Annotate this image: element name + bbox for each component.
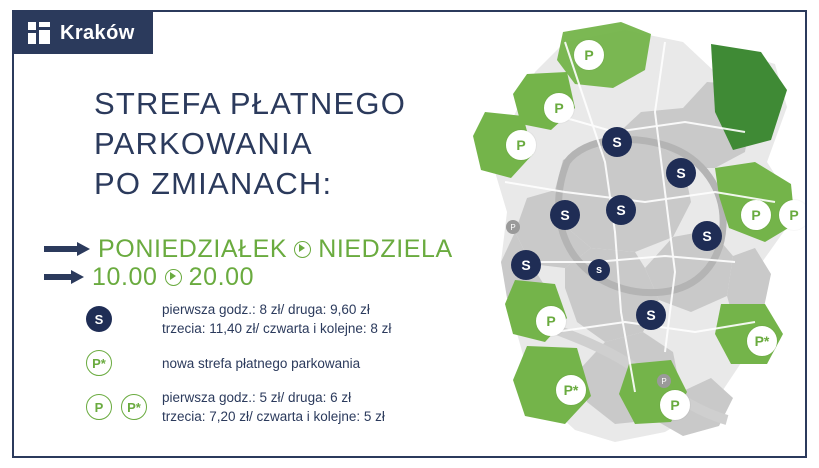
map-pin-s[interactable]: S <box>636 300 666 330</box>
schedule-days-text <box>98 235 453 264</box>
map-pin-p[interactable]: P <box>506 130 536 160</box>
schedule-hour-to: 20.00 <box>188 262 255 291</box>
map-pin-s[interactable]: S <box>602 127 632 157</box>
map-pin-s[interactable]: s <box>588 259 610 281</box>
map-pin-p-star[interactable]: P* <box>747 326 777 356</box>
arrow-circle-icon <box>294 241 311 258</box>
schedule-day-from: PONIEDZIAŁEK <box>98 234 288 263</box>
map-pin-p[interactable]: P <box>544 93 574 123</box>
map-pin-p[interactable]: P <box>741 200 771 230</box>
arrow-circle-icon <box>165 269 182 286</box>
map-pin-p[interactable]: P <box>779 200 807 230</box>
arrow-icon <box>44 242 90 256</box>
schedule-hour-from: 10.00 <box>92 262 158 291</box>
schedule-day-to: NIEDZIELA <box>318 234 453 263</box>
svg-text:P: P <box>510 223 516 232</box>
legend-row-new-zone <box>86 350 486 376</box>
page-title <box>94 84 474 204</box>
map-pin-p[interactable]: P <box>574 40 604 70</box>
poster-frame <box>12 10 807 458</box>
p-star-zone-icon: P* <box>121 394 147 420</box>
legend-row-p-zone <box>86 388 486 426</box>
legend-text <box>162 300 391 338</box>
legend-row-s-zone <box>86 300 486 338</box>
map-pin-s[interactable]: S <box>666 158 696 188</box>
legend <box>86 300 486 438</box>
map-pin-p-star[interactable]: P* <box>556 375 586 405</box>
legend-icons <box>86 350 162 376</box>
page-title-line-3: PO ZMIANACH: <box>94 166 333 201</box>
legend-text-line-2: trzecia: 11,40 zł/ czwarta i kolejne: 8 zł <box>162 321 392 336</box>
legend-text <box>162 388 385 426</box>
legend-icons <box>86 394 162 420</box>
map-pin-s[interactable]: S <box>692 221 722 251</box>
legend-text-line-1: pierwsza godz.: 8 zł/ druga: 9,60 zł <box>162 302 370 317</box>
krakow-logo-icon <box>28 22 50 44</box>
arrow-icon <box>44 270 84 284</box>
schedule-hours-text <box>92 263 254 292</box>
map-pin-s[interactable]: S <box>550 200 580 230</box>
map-pin-p[interactable]: P <box>536 306 566 336</box>
legend-icons <box>86 306 162 332</box>
krakow-logo-text: Kraków <box>60 22 135 44</box>
p-zone-icon: P <box>86 394 112 420</box>
map-pin-s[interactable]: S <box>511 250 541 280</box>
krakow-logo-badge <box>14 12 153 54</box>
map-pin-s[interactable]: S <box>606 195 636 225</box>
legend-text-line-2: trzecia: 7,20 zł/ czwarta i kolejne: 5 zł <box>162 409 385 424</box>
schedule-days-row <box>44 236 453 262</box>
svg-text:P: P <box>661 377 667 386</box>
page-title-line-2: PARKOWANIA <box>94 126 313 161</box>
legend-text-line-1: pierwsza godz.: 5 zł/ druga: 6 zł <box>162 390 352 405</box>
schedule-hours-row <box>44 264 254 290</box>
page-title-line-1: STREFA PŁATNEGO <box>94 86 407 121</box>
map-pin-p[interactable]: P <box>660 390 690 420</box>
s-zone-icon: S <box>86 306 112 332</box>
legend-text <box>162 354 360 373</box>
legend-text-line-1: nowa strefa płatnego parkowania <box>162 355 361 371</box>
p-star-zone-icon: P* <box>86 350 112 376</box>
